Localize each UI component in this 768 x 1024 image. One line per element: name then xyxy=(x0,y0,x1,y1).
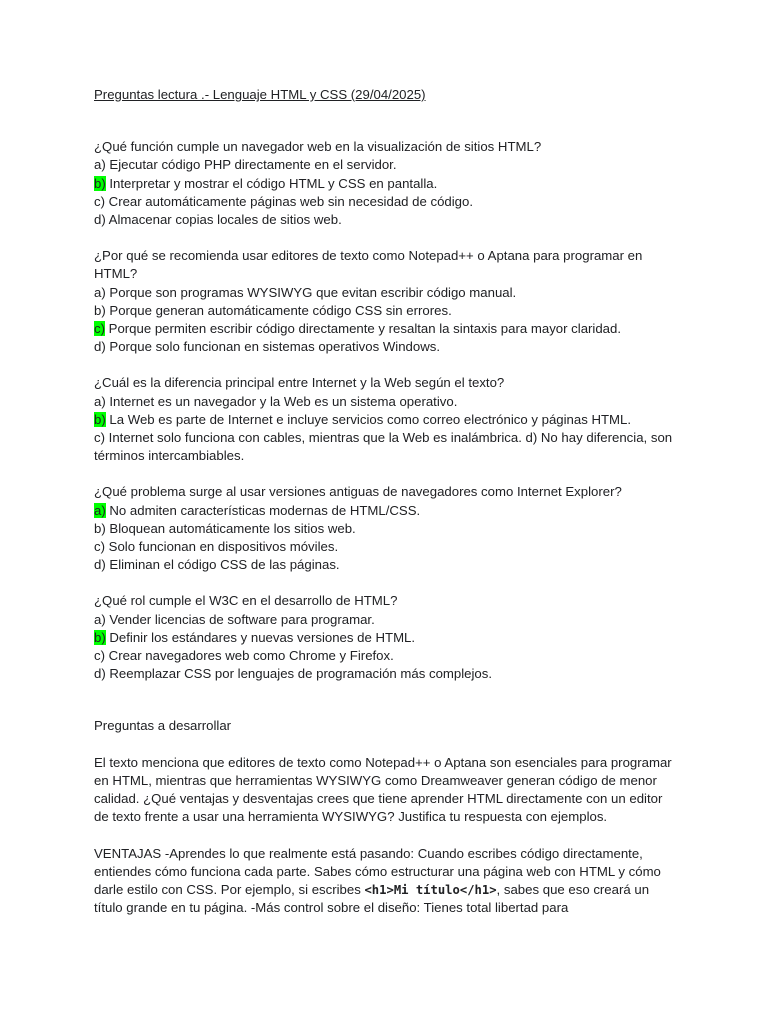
question-block xyxy=(94,374,674,465)
option-text: Bloquean automáticamente los sitios web. xyxy=(105,520,356,536)
option-text: La Web es parte de Internet e incluye servicios como correo electrónico y páginas HTML. xyxy=(105,411,632,427)
answer-option xyxy=(94,338,674,356)
answer-option xyxy=(94,156,674,174)
question-text: ¿Cuál es la diferencia principal entre Internet y la Web según el texto? xyxy=(94,375,505,391)
option-letter: b) xyxy=(94,302,106,318)
answer-option xyxy=(94,211,674,229)
option-letter: a) xyxy=(94,157,106,173)
answer-option xyxy=(94,284,674,302)
answer-option xyxy=(94,302,674,320)
option-letter: c) xyxy=(94,539,105,555)
option-letter: d) xyxy=(94,666,106,682)
document-content xyxy=(94,86,674,935)
option-text: Porque son programas WYSIWYG que evitan escribir código manual. xyxy=(105,284,517,300)
option-letter: c) xyxy=(94,648,105,664)
option-text: Solo funcionan en dispositivos móviles. xyxy=(105,539,339,555)
option-text: Internet es un navegador y la Web es un sistema operativo. xyxy=(105,393,458,409)
answer-text: , sabes que eso creará un título grande en tu página. -Más control sobre el diseño: Tienes total libertad para xyxy=(94,881,650,916)
option-letter: d) xyxy=(94,339,106,355)
option-text: Porque permiten escribir código directamente y resaltan la sintaxis para mayor claridad. xyxy=(105,321,622,337)
option-text: Porque solo funcionan en sistemas operativos Windows. xyxy=(105,339,440,355)
option-text: Eliminan el código CSS de las páginas. xyxy=(105,557,340,573)
essay-prompt: El texto menciona que editores de texto como Notepad++ o Aptana son esenciales para programar en HTML, mientras que herramientas WYSIWYG como Dreamweaver generan código de menor calidad. ¿Qué ventajas y desventajas crees que tiene aprender HTML directamente con un editor de texto frente a usar una herramienta WYSIWYG? Justifica tu respuesta con ejemplos. xyxy=(94,754,672,825)
document-title: Preguntas lectura .- Lenguaje HTML y CSS (29/04/2025) xyxy=(94,87,426,102)
answer-option-correct xyxy=(94,502,674,520)
answer-option xyxy=(94,647,674,665)
correct-answer-highlight: a) xyxy=(94,502,106,518)
answer-option xyxy=(94,520,674,538)
correct-answer-highlight: c) xyxy=(94,321,105,337)
option-text: Vender licencias de software para programar. xyxy=(105,611,375,627)
option-text: Crear automáticamente páginas web sin necesidad de código. xyxy=(105,193,474,209)
option-text: Interpretar y mostrar el código HTML y CSS en pantalla. xyxy=(105,175,438,191)
answer-option xyxy=(94,538,674,556)
question-text: ¿Qué problema surge al usar versiones antiguas de navegadores como Internet Explorer? xyxy=(94,484,622,500)
option-text: Porque generan automáticamente código CSS sin errores. xyxy=(105,302,452,318)
question-text: ¿Por qué se recomienda usar editores de texto como Notepad++ o Aptana para programar en HTML? xyxy=(94,248,643,282)
option-text: Internet solo funciona con cables, mientras que la Web es inalámbrica. d) No hay diferencia, son términos intercambiables. xyxy=(94,430,673,464)
option-text: Definir los estándares y nuevas versiones de HTML. xyxy=(105,629,416,645)
question-block xyxy=(94,483,674,574)
option-letter: a) xyxy=(94,611,106,627)
answer-option xyxy=(94,665,674,683)
option-letter: d) xyxy=(94,212,106,228)
answer-option-correct xyxy=(94,175,674,193)
essay-answer xyxy=(94,845,674,918)
answer-option xyxy=(94,193,674,211)
option-text: No admiten características modernas de HTML/CSS. xyxy=(105,502,421,518)
option-letter: a) xyxy=(94,284,106,300)
option-letter: c) xyxy=(94,430,105,446)
code-snippet: <h1>Mi título</h1> xyxy=(364,882,497,897)
section-title: Preguntas a desarrollar xyxy=(94,718,232,734)
correct-answer-highlight: b) xyxy=(94,629,106,645)
answer-option xyxy=(94,393,674,411)
answer-option xyxy=(94,556,674,574)
question-block xyxy=(94,592,674,683)
question-text: ¿Qué rol cumple el W3C en el desarrollo de HTML? xyxy=(94,593,398,609)
option-letter: c) xyxy=(94,193,105,209)
question-block xyxy=(94,247,674,356)
answer-option-correct xyxy=(94,320,674,338)
correct-answer-highlight: b) xyxy=(94,411,106,427)
question-block xyxy=(94,138,674,229)
option-letter: d) xyxy=(94,557,106,573)
answer-option xyxy=(94,611,674,629)
option-text: Ejecutar código PHP directamente en el servidor. xyxy=(105,157,397,173)
answer-text: VENTAJAS -Aprendes lo que realmente está pasando: Cuando escribes código directamente, entiendes cómo funciona cada parte. Sabes cómo estructurar una página web con HTML y cómo darle estilo con CSS. Por ejemplo, si escribes xyxy=(94,845,661,897)
question-text: ¿Qué función cumple un navegador web en la visualización de sitios HTML? xyxy=(94,139,542,155)
answer-option-correct xyxy=(94,411,674,429)
option-text: Almacenar copias locales de sitios web. xyxy=(105,212,342,228)
option-text: Crear navegadores web como Chrome y Firefox. xyxy=(105,648,394,664)
correct-answer-highlight: b) xyxy=(94,175,106,191)
option-letter: b) xyxy=(94,520,106,536)
answer-option-correct xyxy=(94,629,674,647)
option-text: Reemplazar CSS por lenguajes de programación más complejos. xyxy=(105,666,493,682)
answer-option xyxy=(94,429,674,465)
option-letter: a) xyxy=(94,393,106,409)
